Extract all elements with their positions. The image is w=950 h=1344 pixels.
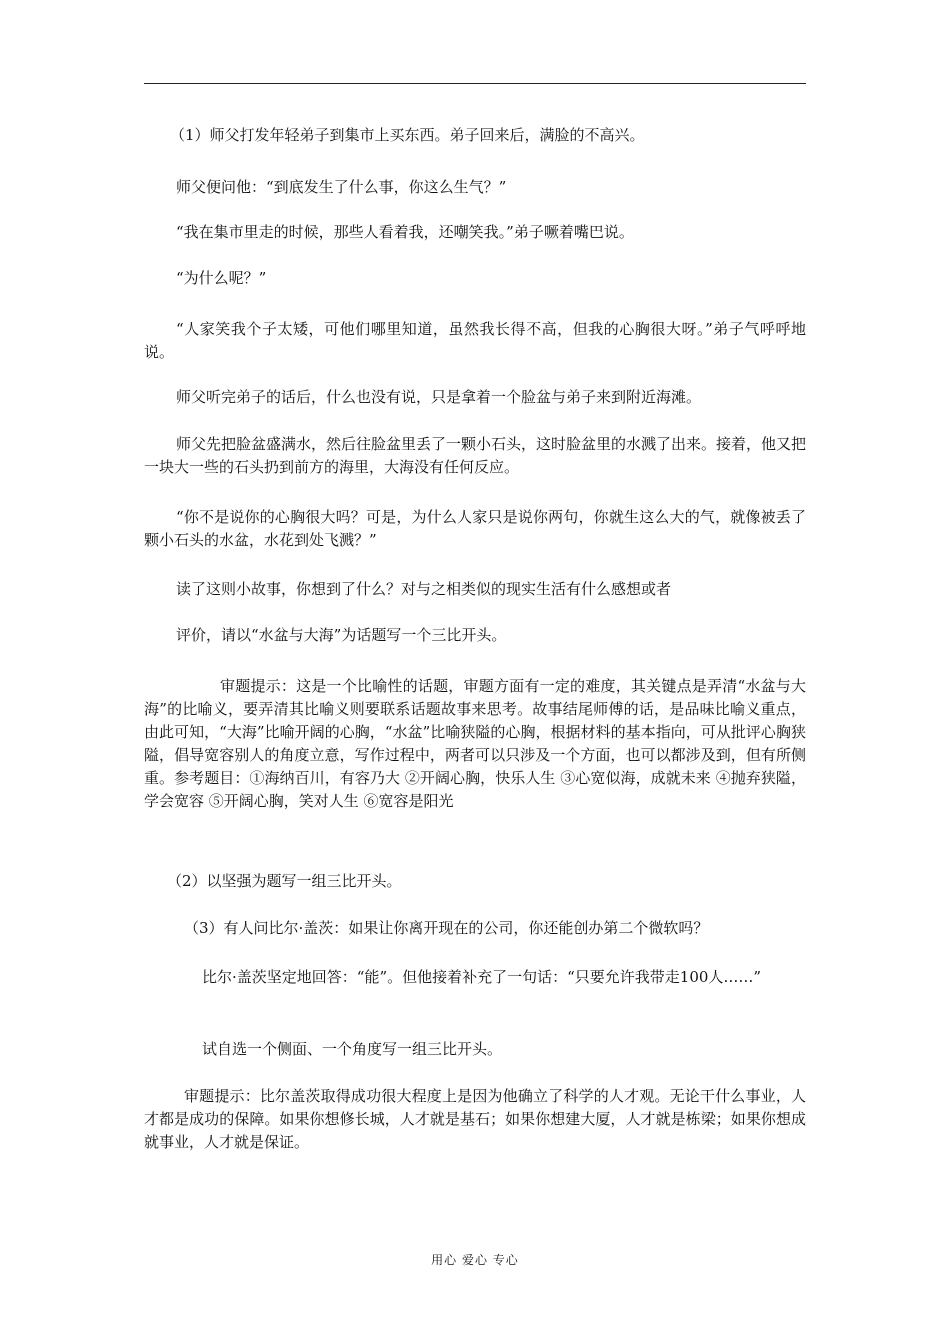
paragraph-14: 比尔·盖茨坚定地回答：“能”。但他接着补充了一句话：“只要允许我带走100人……” [202,968,762,986]
paragraph-1: （1）师父打发年轻弟子到集市上买东西。弟子回来后，满脸的不高兴。 [170,126,645,144]
paragraph-4: “为什么呢？” [176,269,267,287]
paragraph-7: 师父先把脸盆盛满水，然后往脸盆里丢了一颗小石头，这时脸盆里的水溅了出来。接着，他又把一块大一些的石头扔到前方的海里，大海没有任何反应。 [144,435,807,476]
paragraph-12: （2）以坚强为题写一组三比开头。 [167,872,402,890]
paragraph-6: 师父听完弟子的话后，什么也没有说，只是拿着一个脸盆与弟子来到附近海滩。 [176,388,702,406]
paragraph-3: “我在集市里走的时候，那些人看着我，还嘲笑我。”弟子噘着嘴巴说。 [176,223,634,241]
paragraph-2: 师父便问他：“到底发生了什么事，你这么生气？” [176,178,507,196]
paragraph-10: 评价，请以“水盆与大海”为话题写一个三比开头。 [176,626,507,644]
header-rule [144,83,806,84]
paragraph-9: 读了这则小故事，你想到了什么？对与之相类似的现实生活有什么感想或者 [176,580,672,598]
paragraph-15: 试自选一个侧面、一个角度写一组三比开头。 [202,1040,503,1058]
paragraph-5: “人家笑我个子太矮，可他们哪里知道，虽然我长得不高，但我的心胸很大呀。”弟子气呼呼地说。 [144,320,806,361]
paragraph-16: 审题提示：比尔盖茨取得成功很大程度上是因为他确立了科学的人才观。无论干什么事业，人才都是成功的保障。如果你想修长城，人才就是基石；如果你想建大厦，人才就是栋梁；如果你想成就事业，人才就是保证。 [144,1087,806,1151]
paragraph-8: “你不是说你的心胸很大吗？可是，为什么人家只是说你两句，你就生这么大的气，就像被丢了颗小石头的水盆，水花到处飞溅？” [144,508,806,549]
page-footer: 用心 爱心 专心 [431,1253,519,1267]
paragraph-11: 审题提示：这是一个比喻性的话题，审题方面有一定的难度，其关键点是弄清“水盆与大海”的比喻义，要弄清其比喻义则要联系话题故事来思考。故事结尾师傅的话，是品味比喻义重点，由此可知，“大海”比喻开阔的心胸，“水盆”比喻狭隘的心胸，根据材料的基本指向，可从批评心胸狭隘，倡导宽容别人的角度立意，写作过程中，两者可以只涉及一个方面，也可以都涉及到，但有所侧重。参考题目：①海纳百川，有容乃大 ②开阔心胸，快乐人生 ③心宽似海，成就未来 ④抛弃狭隘，学会宽容 ⑤开阔心胸，笑对人生 ⑥宽容是阳光 [144,677,806,810]
paragraph-13: （3）有人问比尔·盖茨：如果让你离开现在的公司，你还能创办第二个微软吗？ [184,919,709,937]
